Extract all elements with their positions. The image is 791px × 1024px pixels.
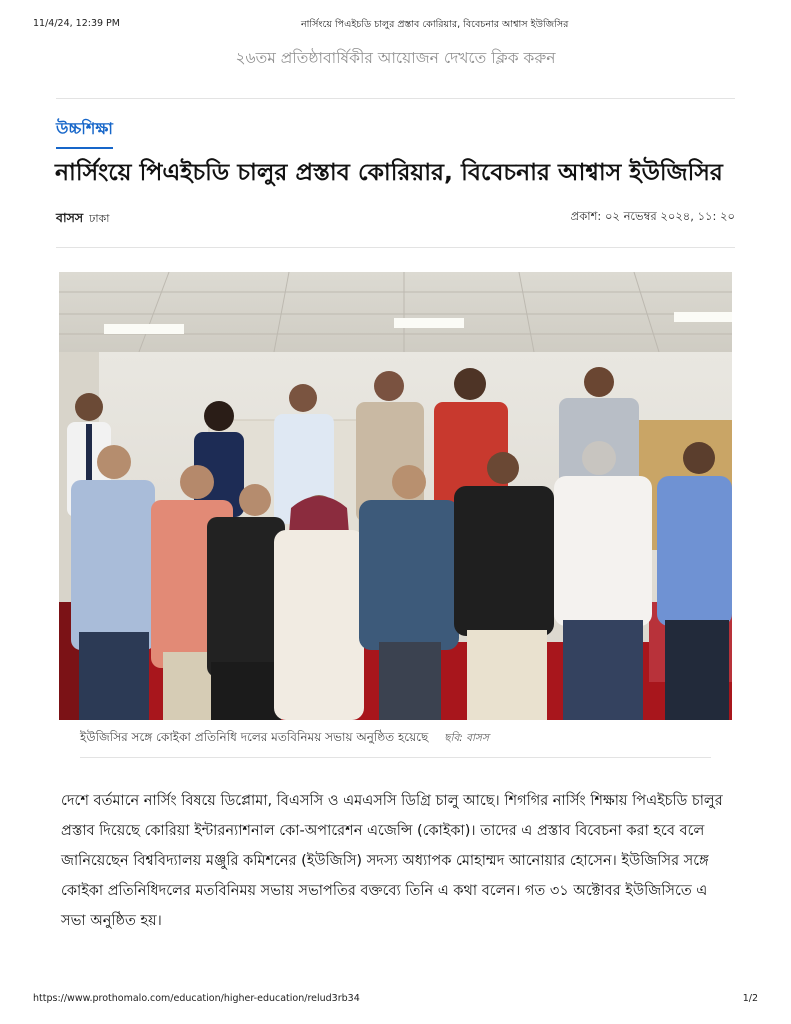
byline	[56, 210, 109, 230]
article-body: দেশে বর্তমানে নার্সিং বিষয়ে ডিপ্লোমা, বিএসসি ও এমএসসি ডিগ্রি চালু আছে। শিগগির নার্সিং শিক্ষায় পিএইচডি চালুর প্রস্তাব দিয়েছে কোরিয়া ইন্টারন্যাশনাল কো-অপারেশন এজেন্সি (কোইকা)। তাদের এ প্রস্তাব বিবেচনা করা হবে বলে জানিয়েছেন বিশ্ববিদ্যালয় মঞ্জুরি কমিশনের (ইউজিসি) সদস্য অধ্যাপক মোহাম্মদ আনোয়ার হোসেন। ইউজিসির সঙ্গে কোইকা প্রতিনিধিদলের মতবিনিময় সভায় সভাপতির বক্তব্যে তিনি এ কথা বলেন। গত ৩১ অক্টোবর ইউজিসিতে এ সভা অনুষ্ঠিত হয়।	[61, 793, 723, 929]
photo-credit: ছবি: বাসস	[444, 732, 489, 744]
article-headline: নার্সিংয়ে পিএইচডি চালুর প্রস্তাব কোরিয়ার, বিবেচনার আশ্বাস ইউজিসির	[55, 158, 723, 186]
category-link[interactable]: উচ্চশিক্ষা	[56, 116, 113, 149]
divider	[80, 757, 711, 758]
divider	[56, 247, 735, 248]
published-date: প্রকাশ: ০২ নভেম্বর ২০২৪, ১১: ২০	[570, 209, 735, 223]
promo-banner-link[interactable]: ২৬তম প্রতিষ্ঠাবার্ষিকীর আয়োজন দেখতে ক্লিক করুন	[235, 49, 556, 67]
author-location: ঢাকা	[89, 212, 110, 225]
print-datetime: 11/4/24, 12:39 PM	[33, 18, 120, 29]
print-page-title: নার্সিংয়ে পিএইচডি চালুর প্রস্তাব কোরিয়ার, বিবেচনার আশ্বাস ইউজিসির	[301, 19, 569, 30]
page-number: 1/2	[742, 993, 758, 1004]
divider	[56, 98, 735, 99]
article-photo	[59, 272, 732, 720]
print-header	[33, 18, 758, 32]
author-link[interactable]: বাসস	[56, 210, 84, 225]
photo-caption-text: ইউজিসির সঙ্গে কোইকা প্রতিনিধি দলের মতবিনিময় সভায় অনুষ্ঠিত হয়েছে	[80, 730, 429, 744]
photo-caption	[80, 729, 489, 749]
print-url: https://www.prothomalo.com/education/higher-education/relud3rb34	[33, 993, 360, 1004]
